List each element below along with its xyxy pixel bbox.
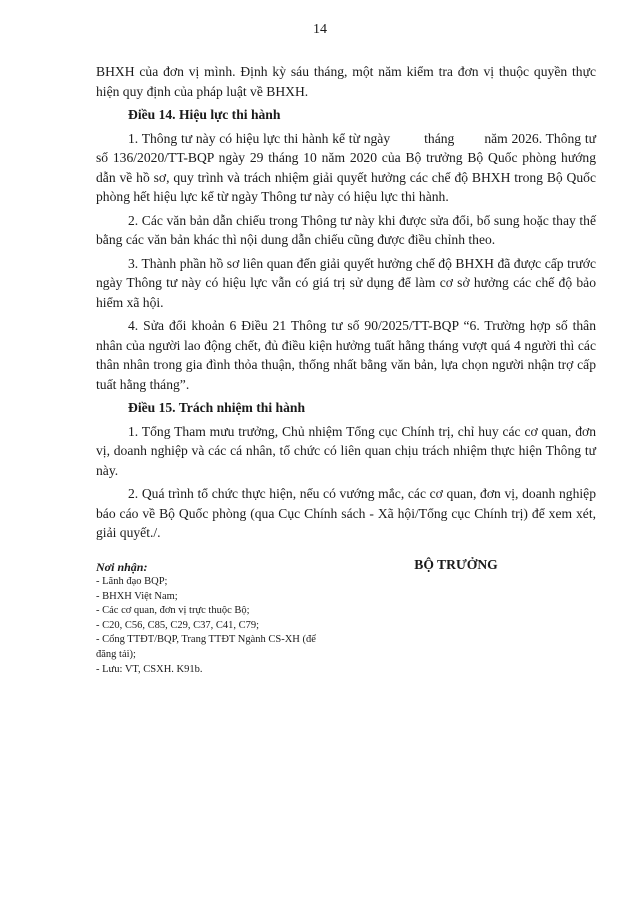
article-15-paragraph-2: 2. Quá trình tổ chức thực hiện, nếu có vướng mắc, các cơ quan, đơn vị, doanh nghiệp báo cáo về Bộ Quốc phòng (qua Cục Chính sách - Xã hội/Tổng cục Chính trị) để xem xét, giải quyết./.: [96, 486, 596, 540]
recipients-block: [96, 559, 326, 677]
recipient-item: - Lãnh đạo BQP;: [96, 576, 168, 587]
article-14-paragraph-4: 4. Sửa đổi khoản 6 Điều 21 Thông tư số 90/2025/TT-BQP “6. Trường hợp số thân nhân của người lao động chết, đủ điều kiện hưởng tuất hằng tháng vượt quá 4 người thì các thân nhân trong gia đình thỏa thuận, thống nhất bằng văn bản, lựa chọn người nhận trợ cấp tuất hằng tháng”.: [96, 318, 596, 392]
article-14-p1-part2: tháng: [424, 130, 455, 146]
article-14-heading: Điều 14. Hiệu lực thi hành: [128, 107, 281, 122]
page-number: 14: [313, 22, 327, 37]
recipient-item: - Cổng TTĐT/BQP, Trang TTĐT Ngành CS-XH (để đăng tải);: [96, 634, 316, 660]
recipients-list: [96, 575, 326, 677]
article-14-paragraph-2: 2. Các văn bản dẫn chiếu trong Thông tư này khi được sửa đổi, bổ sung hoặc thay thế bằng các văn bản khác thì nội dung dẫn chiếu cũng được điều chỉnh theo.: [96, 212, 596, 247]
intro-paragraph: BHXH của đơn vị mình. Định kỳ sáu tháng, một năm kiểm tra đơn vị thuộc quyền thực hiện quy định của pháp luật về BHXH.: [96, 64, 596, 99]
recipient-item: - BHXH Việt Nam;: [96, 590, 178, 602]
recipient-item: - C20, C56, C85, C29, C37, C41, C79;: [96, 619, 260, 631]
article-14-paragraph-3: 3. Thành phần hồ sơ liên quan đến giải quyết hưởng chế độ BHXH đã được cấp trước ngày Thông tư này có hiệu lực vẫn có giá trị sử dụng để làm cơ sở hưởng các chế độ bảo hiểm xã hội.: [96, 255, 596, 310]
article-14-p1-part1: 1. Thông tư này có hiệu lực thi hành kể từ ngày: [128, 130, 391, 146]
recipients-title: Nơi nhận:: [96, 560, 148, 574]
article-15-paragraph-1: 1. Tổng Tham mưu trưởng, Chủ nhiệm Tổng cục Chính trị, chỉ huy các cơ quan, đơn vị, doanh nghiệp và các cá nhân, tổ chức có liên quan chịu trách nhiệm thực hiện Thông tư này.: [96, 423, 596, 478]
signer-title: BỘ TRƯỞNG: [414, 557, 498, 572]
article-14-paragraph-1: [96, 129, 596, 207]
article-14-p1-part3: năm 2026. Thông tư số 136/2020/TT-BQP ngày 29 tháng 10 năm 2020 của Bộ trưởng Bộ Quốc phòng hướng dẫn về hồ sơ, quy trình và trách nhiệm giải quyết hưởng các chế độ BHXH trong Bộ Quốc phòng hết hiệu lực kể từ ngày Thông tư này có hiệu lực thi hành.: [96, 130, 596, 204]
document-body: [96, 62, 596, 547]
recipient-item: - Các cơ quan, đơn vị trực thuộc Bộ;: [96, 605, 250, 617]
article-15-heading: Điều 15. Trách nhiệm thi hành: [128, 400, 306, 415]
recipient-item: - Lưu: VT, CSXH. K91b.: [96, 663, 203, 675]
